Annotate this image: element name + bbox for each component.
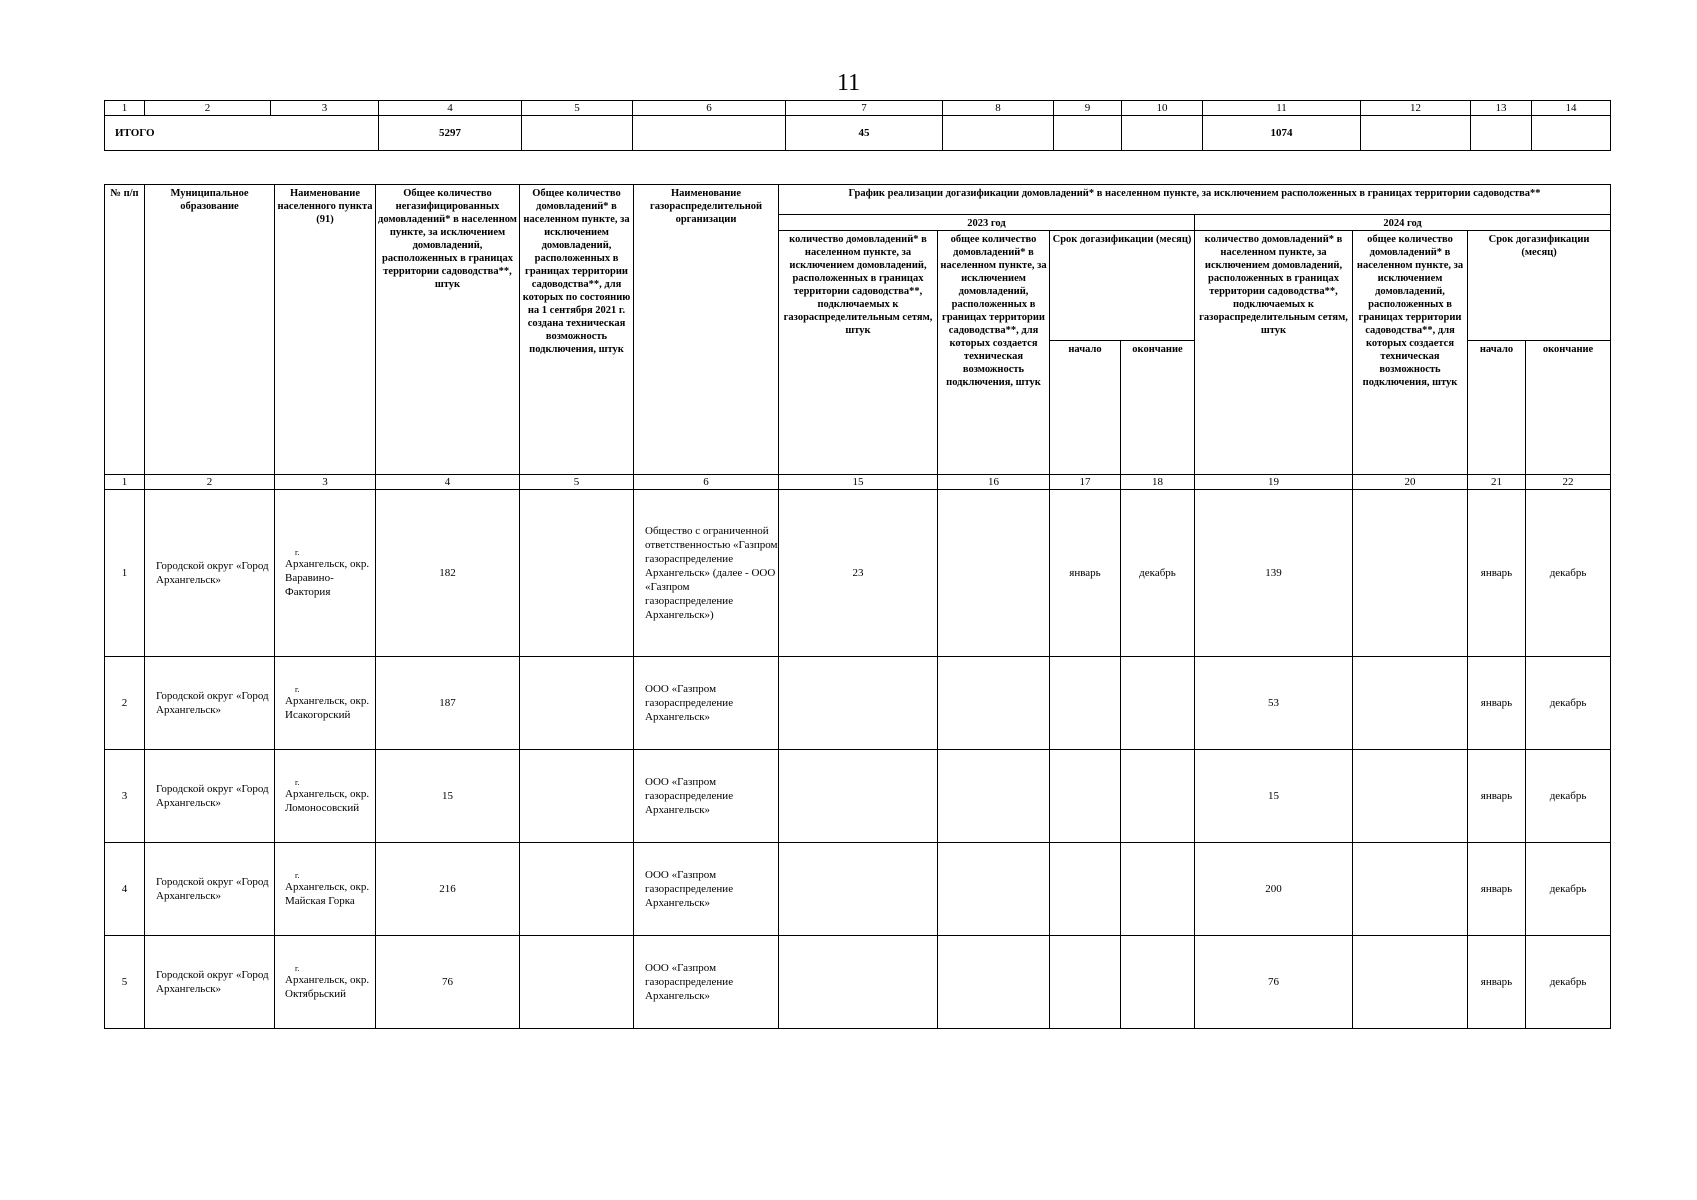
total-col-9 — [1054, 116, 1122, 151]
col-number: 12 — [1361, 101, 1471, 116]
col-number: 21 — [1468, 475, 1526, 490]
cell-16 — [938, 490, 1050, 657]
row-number: 1 — [105, 490, 145, 657]
main-column-numbers — [105, 475, 1611, 490]
total-row — [105, 116, 1611, 151]
col-number: 5 — [522, 101, 633, 116]
row-number: 2 — [105, 657, 145, 750]
table-row — [105, 936, 1611, 1029]
cell-22: декабрь — [1526, 936, 1611, 1029]
table-row — [105, 843, 1611, 936]
total-cell: 182 — [376, 490, 520, 657]
cell-15 — [779, 750, 938, 843]
col-number: 3 — [275, 475, 376, 490]
cell-19: 139 — [1195, 490, 1353, 657]
header-2023-general: общее количество домовладений* в населенном пункте, за исключением домовладений, расположенных в границах территории садоводства**, для которых создается техническая возможность подключения, штук — [938, 231, 1050, 475]
col-number: 3 — [271, 101, 379, 116]
settlement-cell — [275, 936, 376, 1029]
col-number: 6 — [634, 475, 779, 490]
cell-16 — [938, 657, 1050, 750]
total-col-8 — [943, 116, 1054, 151]
cell-17 — [1050, 657, 1121, 750]
summary-table — [104, 100, 1611, 151]
cell-18 — [1121, 750, 1195, 843]
settlement-prefix: г. — [295, 777, 300, 787]
cell-20 — [1353, 843, 1468, 936]
settlement-name: Архангельск, окр. Ломоносовский — [285, 787, 370, 814]
cell-16 — [938, 936, 1050, 1029]
header-2023-count: количество домовладений* в населенном пункте, за исключением домовладений, расположенных в границах территории садоводства**, подключаемых к газораспределительным сетям, штук — [779, 231, 938, 475]
cell-19: 200 — [1195, 843, 1353, 936]
cell-17 — [1050, 750, 1121, 843]
settlement-prefix: г. — [295, 547, 300, 557]
header-2024-count: количество домовладений* в населенном пункте, за исключением домовладений, расположенных в границах территории садоводства**, подключаемых к газораспределительным сетям, штук — [1195, 231, 1353, 475]
settlement-name: Архангельск, окр. Исакогорский — [285, 694, 370, 721]
settlement-name: Архангельск, окр. Майская Горка — [285, 880, 370, 907]
header-2023-start: начало — [1050, 341, 1121, 475]
cell-21: январь — [1468, 936, 1526, 1029]
header-2024-term: Срок догазификации (месяц) — [1468, 231, 1611, 341]
municipality-cell: Городской округ «Город Архангельск» — [145, 936, 275, 1029]
tech-cell — [520, 490, 634, 657]
cell-15 — [779, 657, 938, 750]
total-col-5 — [522, 116, 633, 151]
header-total-ungasified: Общее количество негазифицированных домовладений* в населенном пункте, за исключением домовладений, расположенных в границах территории садоводства**, штук — [376, 185, 520, 475]
col-number: 10 — [1122, 101, 1203, 116]
total-col-12 — [1361, 116, 1471, 151]
cell-21: январь — [1468, 657, 1526, 750]
municipality-cell: Городской округ «Город Архангельск» — [145, 750, 275, 843]
settlement-cell — [275, 750, 376, 843]
col-number: 1 — [105, 475, 145, 490]
col-number: 15 — [779, 475, 938, 490]
col-number: 4 — [379, 101, 522, 116]
cell-22: декабрь — [1526, 490, 1611, 657]
cell-21: январь — [1468, 843, 1526, 936]
cell-18 — [1121, 657, 1195, 750]
col-number: 13 — [1471, 101, 1532, 116]
cell-20 — [1353, 936, 1468, 1029]
settlement-cell — [275, 657, 376, 750]
gas-org-cell: Общество с ограниченной ответственностью «Газпром газораспределение Архангельск» (далее - ООО «Газпром газораспределение Архангельск») — [634, 490, 779, 657]
table-row — [105, 490, 1611, 657]
total-col-6 — [633, 116, 786, 151]
settlement-cell — [275, 490, 376, 657]
table-row — [105, 657, 1611, 750]
total-cell: 187 — [376, 657, 520, 750]
total-col-14 — [1532, 116, 1611, 151]
col-number: 7 — [786, 101, 943, 116]
col-number: 6 — [633, 101, 786, 116]
cell-18 — [1121, 936, 1195, 1029]
cell-22: декабрь — [1526, 750, 1611, 843]
col-number: 20 — [1353, 475, 1468, 490]
table-row — [105, 750, 1611, 843]
gasification-schedule-table — [104, 184, 1611, 1029]
cell-15: 23 — [779, 490, 938, 657]
cell-20 — [1353, 490, 1468, 657]
cell-15 — [779, 936, 938, 1029]
municipality-cell: Городской округ «Город Архангельск» — [145, 490, 275, 657]
gas-org-cell: ООО «Газпром газораспределение Архангельск» — [634, 750, 779, 843]
header-2024-start: начало — [1468, 341, 1526, 475]
col-number: 8 — [943, 101, 1054, 116]
cell-20 — [1353, 750, 1468, 843]
col-number: 1 — [105, 101, 145, 116]
tech-cell — [520, 750, 634, 843]
header-schedule: График реализации догазификации домовладений* в населенном пункте, за исключением расположенных в границах территории садоводства** — [779, 185, 1611, 215]
header-municipality: Муниципальное образование — [145, 185, 275, 475]
col-number: 22 — [1526, 475, 1611, 490]
col-number: 4 — [376, 475, 520, 490]
tech-cell — [520, 657, 634, 750]
col-number: 2 — [145, 475, 275, 490]
cell-22: декабрь — [1526, 843, 1611, 936]
settlement-name: Архангельск, окр. Октябрьский — [285, 973, 370, 1000]
total-col-10 — [1122, 116, 1203, 151]
total-cell: 216 — [376, 843, 520, 936]
total-col-7: 45 — [786, 116, 943, 151]
col-number: 9 — [1054, 101, 1122, 116]
settlement-cell — [275, 843, 376, 936]
header-row-1 — [105, 185, 1611, 215]
header-2024-end: окончание — [1526, 341, 1611, 475]
header-2024-general: общее количество домовладений* в населенном пункте, за исключением домовладений, расположенных в границах территории садоводства**, для которых создается техническая возможность подключения, штук — [1353, 231, 1468, 475]
col-number: 11 — [1203, 101, 1361, 116]
gas-org-cell: ООО «Газпром газораспределение Архангельск» — [634, 657, 779, 750]
settlement-prefix: г. — [295, 963, 300, 973]
municipality-cell: Городской округ «Город Архангельск» — [145, 843, 275, 936]
total-col-4: 5297 — [379, 116, 522, 151]
col-number: 2 — [145, 101, 271, 116]
total-cell: 15 — [376, 750, 520, 843]
settlement-prefix: г. — [295, 684, 300, 694]
cell-18: декабрь — [1121, 490, 1195, 657]
col-number: 19 — [1195, 475, 1353, 490]
cell-15 — [779, 843, 938, 936]
header-2023-end: окончание — [1121, 341, 1195, 475]
row-number: 4 — [105, 843, 145, 936]
total-col-13 — [1471, 116, 1532, 151]
cell-16 — [938, 843, 1050, 936]
total-col-11: 1074 — [1203, 116, 1361, 151]
row-number: 5 — [105, 936, 145, 1029]
cell-19: 53 — [1195, 657, 1353, 750]
gas-org-cell: ООО «Газпром газораспределение Архангельск» — [634, 936, 779, 1029]
settlement-prefix: г. — [295, 870, 300, 880]
cell-16 — [938, 750, 1050, 843]
col-number: 18 — [1121, 475, 1195, 490]
header-year-2024: 2024 год — [1195, 215, 1611, 231]
tech-cell — [520, 843, 634, 936]
cell-17 — [1050, 936, 1121, 1029]
settlement-name: Архангельск, окр. Варавино-Фактория — [285, 557, 370, 598]
row-number: 3 — [105, 750, 145, 843]
municipality-cell: Городской округ «Город Архангельск» — [145, 657, 275, 750]
summary-column-numbers — [105, 101, 1611, 116]
cell-22: декабрь — [1526, 657, 1611, 750]
tech-cell — [520, 936, 634, 1029]
col-number: 14 — [1532, 101, 1611, 116]
cell-21: январь — [1468, 490, 1526, 657]
header-tech-possibility: Общее количество домовладений* в населенном пункте, за исключением домовладений, расположенных в границах территории садоводства**, для которых по состоянию на 1 сентября 2021 г. создана техническая возможность подключения, штук — [520, 185, 634, 475]
cell-18 — [1121, 843, 1195, 936]
header-gas-org: Наименование газораспределительной организации — [634, 185, 779, 475]
total-cell: 76 — [376, 936, 520, 1029]
col-number: 5 — [520, 475, 634, 490]
cell-19: 76 — [1195, 936, 1353, 1029]
header-year-2023: 2023 год — [779, 215, 1195, 231]
col-number: 17 — [1050, 475, 1121, 490]
page-number: 11 — [836, 70, 861, 96]
cell-21: январь — [1468, 750, 1526, 843]
gas-org-cell: ООО «Газпром газораспределение Архангельск» — [634, 843, 779, 936]
cell-17 — [1050, 843, 1121, 936]
header-num: № п/п — [105, 185, 145, 475]
header-2023-term: Срок догазификации (месяц) — [1050, 231, 1195, 341]
total-label: ИТОГО — [105, 116, 379, 151]
header-settlement: Наименование населенного пункта (91) — [275, 185, 376, 475]
cell-20 — [1353, 657, 1468, 750]
col-number: 16 — [938, 475, 1050, 490]
cell-19: 15 — [1195, 750, 1353, 843]
cell-17: январь — [1050, 490, 1121, 657]
